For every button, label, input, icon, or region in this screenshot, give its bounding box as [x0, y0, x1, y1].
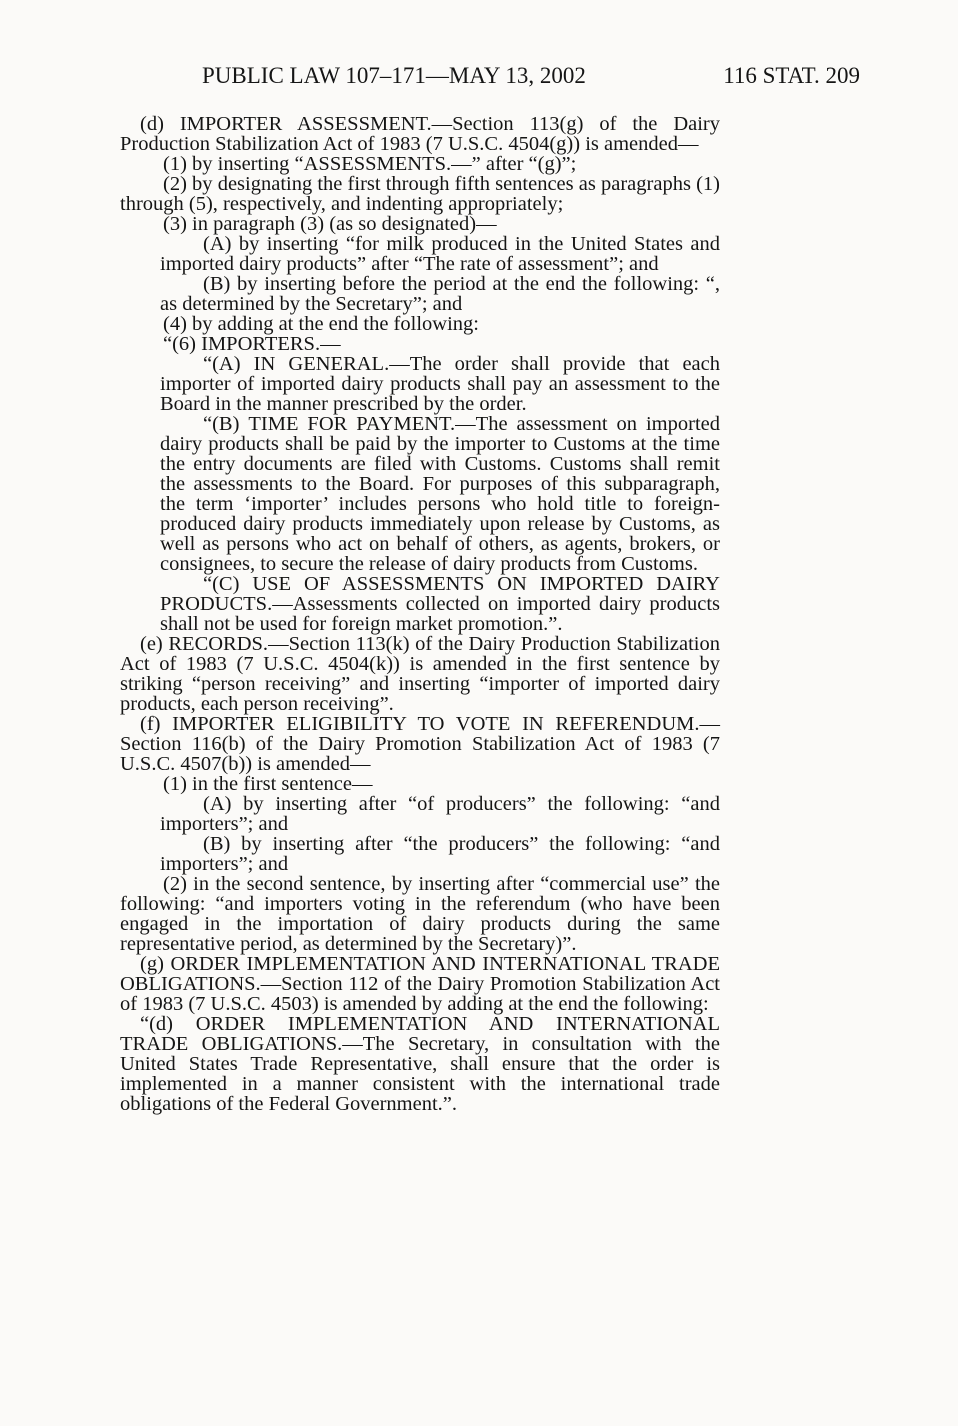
paragraph-item: (3) in paragraph (3) (as so designated)—	[163, 213, 497, 235]
quoted-subsection-d: “(d) ORDER IMPLEMENTATION AND INTERNATIONAL TRADE OBLIGATIONS.—The Secretary, in consultation with the United States Trade Representative, shall ensure that the order is implemented in a manner consistent with the international trade obligations of the Federal Government.”.	[120, 1013, 720, 1115]
statute-page-number: 116 STAT. 209	[723, 63, 860, 88]
subsection-f: (f) IMPORTER ELIGIBILITY TO VOTE IN REFERENDUM.—Section 116(b) of the Dairy Promotion Stabilization Act of 1983 (7 U.S.C. 4507(b)) is amended—	[120, 713, 721, 775]
quoted-subparagraph: “(A) IN GENERAL.—The order shall provide that each importer of imported dairy products shall pay an assessment to the Board in the manner prescribed by the order.	[160, 353, 720, 415]
paragraph-item: (2) by designating the first through fifth sentences as paragraphs (1) through (5), respectively, and indenting appropriately;	[120, 173, 720, 215]
subsection-d: (d) IMPORTER ASSESSMENT.—Section 113(g) of the Dairy Production Stabilization Act of 1983 (7 U.S.C. 4504(g)) is amended—	[120, 113, 721, 155]
subsection-e: (e) RECORDS.—Section 113(k) of the Dairy Production Stabilization Act of 1983 (7 U.S.C. 4504(k)) is amended in the first sentence by striking “person receiving” and inserting “importer of imported dairy products, each person receiving”.	[120, 633, 720, 715]
subparagraph-item: (A) by inserting after “of producers” the following: “and importers”; and	[160, 793, 720, 835]
quoted-paragraph-heading: “(6) IMPORTERS.—	[163, 333, 341, 355]
quoted-subparagraph: “(C) USE OF ASSESSMENTS ON IMPORTED DAIRY PRODUCTS.—Assessments collected on imported dairy products shall not be used for foreign market promotion.”.	[160, 573, 720, 635]
paragraph-item: (1) by inserting “ASSESSMENTS.—” after “(g)”;	[163, 153, 577, 175]
paragraph-item: (2) in the second sentence, by inserting after “commercial use” the following: “and importers voting in the referendum (who have been engaged in the importation of dairy products during the same representative period, as determined by the Secretary)”.	[120, 873, 720, 955]
subparagraph-item: (B) by inserting after “the producers” the following: “and importers”; and	[160, 833, 720, 875]
document-body	[120, 114, 720, 1114]
subsection-g: (g) ORDER IMPLEMENTATION AND INTERNATIONAL TRADE OBLIGATIONS.—Section 112 of the Dairy Promotion Stabilization Act of 1983 (7 U.S.C. 4503) is amended by adding at the end the following:	[120, 953, 720, 1015]
law-title: PUBLIC LAW 107–171—MAY 13, 2002	[202, 63, 586, 88]
paragraph-item: (1) in the first sentence—	[163, 773, 373, 795]
paragraph-item: (4) by adding at the end the following:	[163, 313, 479, 335]
subparagraph-item: (B) by inserting before the period at the end the following: “, as determined by the Secretary”; and	[160, 273, 720, 315]
subparagraph-item: (A) by inserting “for milk produced in the United States and imported dairy products” after “The rate of assessment”; and	[160, 233, 720, 275]
subsection-heading: IMPORTER ASSESSMENT.	[179, 113, 432, 135]
quoted-subparagraph: “(B) TIME FOR PAYMENT.—The assessment on imported dairy products shall be paid by the importer to Customs at the time the entry documents are filed with Customs. Customs shall remit the assessments to the Board. For purposes of this subparagraph, the term ‘importer’ includes persons who hold title to foreign-produced dairy products immediately upon release by Customs, as well as persons who act on behalf of others, as agents, brokers, or consignees, to secure the release of dairy products from Customs.	[160, 413, 720, 575]
